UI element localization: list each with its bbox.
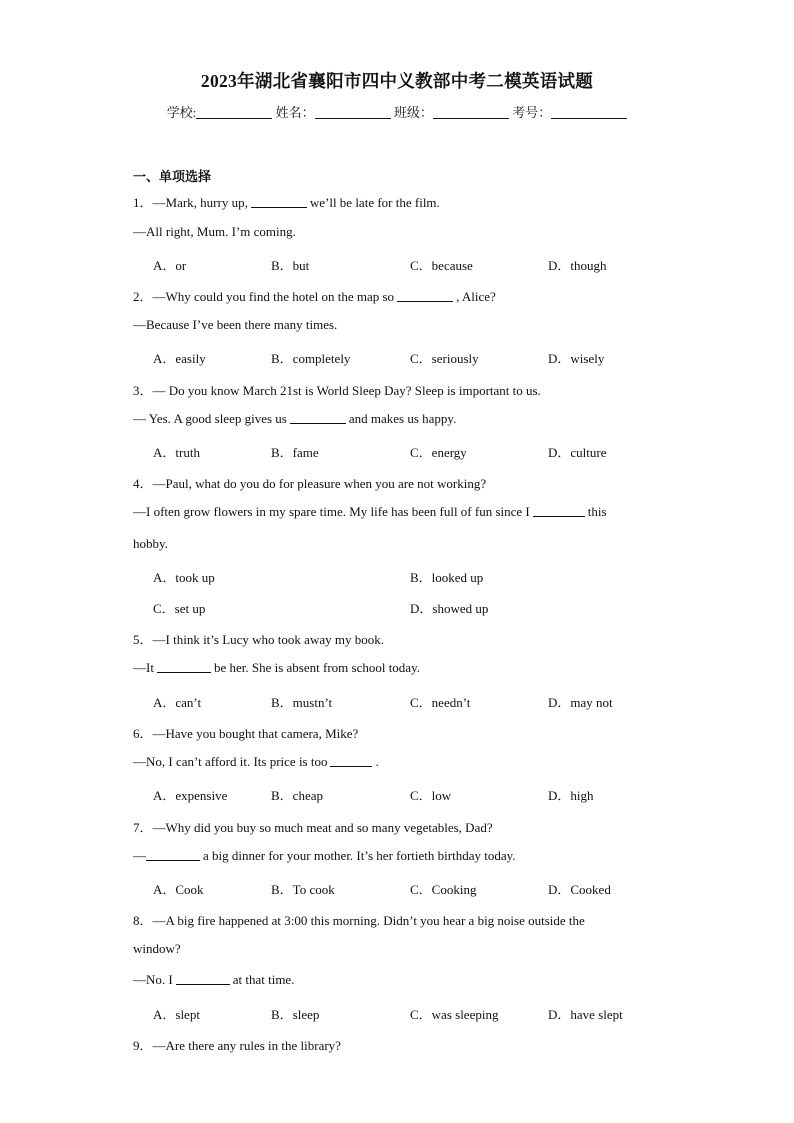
- question-4-reply: —I often grow flowers in my spare time. My life has been full of fun since I this: [133, 504, 607, 519]
- option-c: C．set up: [153, 601, 206, 616]
- option-c: C．was sleeping: [410, 1007, 499, 1022]
- option-d: D．culture: [548, 445, 607, 460]
- student-info-line: [0, 102, 794, 121]
- option-a: A．expensive: [153, 788, 228, 803]
- question-number: 2．: [133, 289, 153, 304]
- answer-blank: [533, 505, 585, 517]
- exam-number-blank: [551, 106, 627, 119]
- option-c: C．seriously: [410, 351, 479, 366]
- exam-number-label: 考号：: [512, 105, 552, 120]
- option-d: D．showed up: [410, 601, 489, 616]
- question-3-reply: — Yes. A good sleep gives us and makes us happy.: [133, 411, 457, 426]
- question-number: 3．: [133, 383, 153, 398]
- answer-blank: [251, 196, 307, 208]
- question-number: 1．: [133, 195, 153, 210]
- class-blank: [433, 106, 509, 119]
- option-c: C．because: [410, 258, 473, 273]
- name-blank: [315, 106, 391, 119]
- option-b: B．cheap: [271, 788, 323, 803]
- option-a: A．Cook: [153, 882, 204, 897]
- question-number: 4．: [133, 476, 153, 491]
- option-a: A．or: [153, 258, 187, 273]
- answer-blank: [330, 755, 372, 767]
- option-c: C．Cooking: [410, 882, 477, 897]
- option-b: B．completely: [271, 351, 351, 366]
- option-d: D．though: [548, 258, 607, 273]
- question-5-reply: —It be her. She is absent from school today.: [133, 660, 420, 675]
- section-title: 一、单项选择: [133, 169, 212, 184]
- answer-blank: [176, 973, 230, 985]
- option-a: A．can’t: [153, 695, 202, 710]
- option-a: A．slept: [153, 1007, 200, 1022]
- question-number: 8．: [133, 913, 153, 928]
- option-b: B．mustn’t: [271, 695, 333, 710]
- question-5-prompt: 5．—I think it’s Lucy who took away my book.: [133, 632, 384, 647]
- option-a: A．easily: [153, 351, 206, 366]
- page-title: 2023年湖北省襄阳市四中义教部中考二模英语试题: [200, 71, 594, 91]
- question-number: 5．: [133, 632, 153, 647]
- option-a: A．took up: [153, 570, 215, 585]
- question-6-reply: —No, I can’t afford it. Its price is too .: [133, 754, 379, 769]
- question-7-prompt: 7．—Why did you buy so much meat and so many vegetables, Dad?: [133, 820, 493, 835]
- option-c: C．needn’t: [410, 695, 471, 710]
- name-label: 姓名：: [275, 105, 315, 120]
- option-d: D．wisely: [548, 351, 605, 366]
- option-b: B．fame: [271, 445, 319, 460]
- question-9-prompt: 9．—Are there any rules in the library?: [133, 1038, 341, 1053]
- option-d: D．Cooked: [548, 882, 611, 897]
- question-2-prompt: 2．—Why could you find the hotel on the map so , Alice?: [133, 289, 496, 304]
- answer-blank: [397, 290, 453, 302]
- option-b: B．To cook: [271, 882, 335, 897]
- option-b: B．looked up: [410, 570, 484, 585]
- option-c: C．energy: [410, 445, 467, 460]
- option-d: D．high: [548, 788, 594, 803]
- school-blank: [196, 106, 272, 119]
- answer-blank: [146, 849, 200, 861]
- question-2-reply: —Because I’ve been there many times.: [133, 317, 338, 332]
- class-label: 班级：: [393, 105, 433, 120]
- question-3-prompt: 3．— Do you know March 21st is World Sleep Day? Sleep is important to us.: [133, 383, 541, 398]
- question-8-reply: —No. I at that time.: [133, 972, 295, 987]
- question-7-reply: — a big dinner for your mother. It’s her fortieth birthday today.: [133, 848, 516, 863]
- question-4-reply-continued: hobby.: [133, 536, 168, 551]
- question-1-prompt: 1．—Mark, hurry up, we’ll be late for the film.: [133, 195, 440, 210]
- option-b: B．sleep: [271, 1007, 320, 1022]
- question-8-prompt: 8．—A big fire happened at 3:00 this morning. Didn’t you hear a big noise outside the: [133, 913, 585, 928]
- school-label: 学校:: [166, 105, 197, 120]
- question-number: 7．: [133, 820, 153, 835]
- question-6-prompt: 6．—Have you bought that camera, Mike?: [133, 726, 359, 741]
- option-b: B．but: [271, 258, 310, 273]
- question-8-prompt-continued: window?: [133, 941, 181, 956]
- option-c: C．low: [410, 788, 452, 803]
- answer-blank: [157, 661, 211, 673]
- question-number: 6．: [133, 726, 153, 741]
- option-d: D．have slept: [548, 1007, 623, 1022]
- option-a: A．truth: [153, 445, 200, 460]
- question-number: 9．: [133, 1038, 153, 1053]
- option-d: D．may not: [548, 695, 613, 710]
- question-4-prompt: 4．—Paul, what do you do for pleasure when you are not working?: [133, 476, 487, 491]
- question-1-reply: —All right, Mum. I’m coming.: [133, 224, 296, 239]
- answer-blank: [290, 412, 346, 424]
